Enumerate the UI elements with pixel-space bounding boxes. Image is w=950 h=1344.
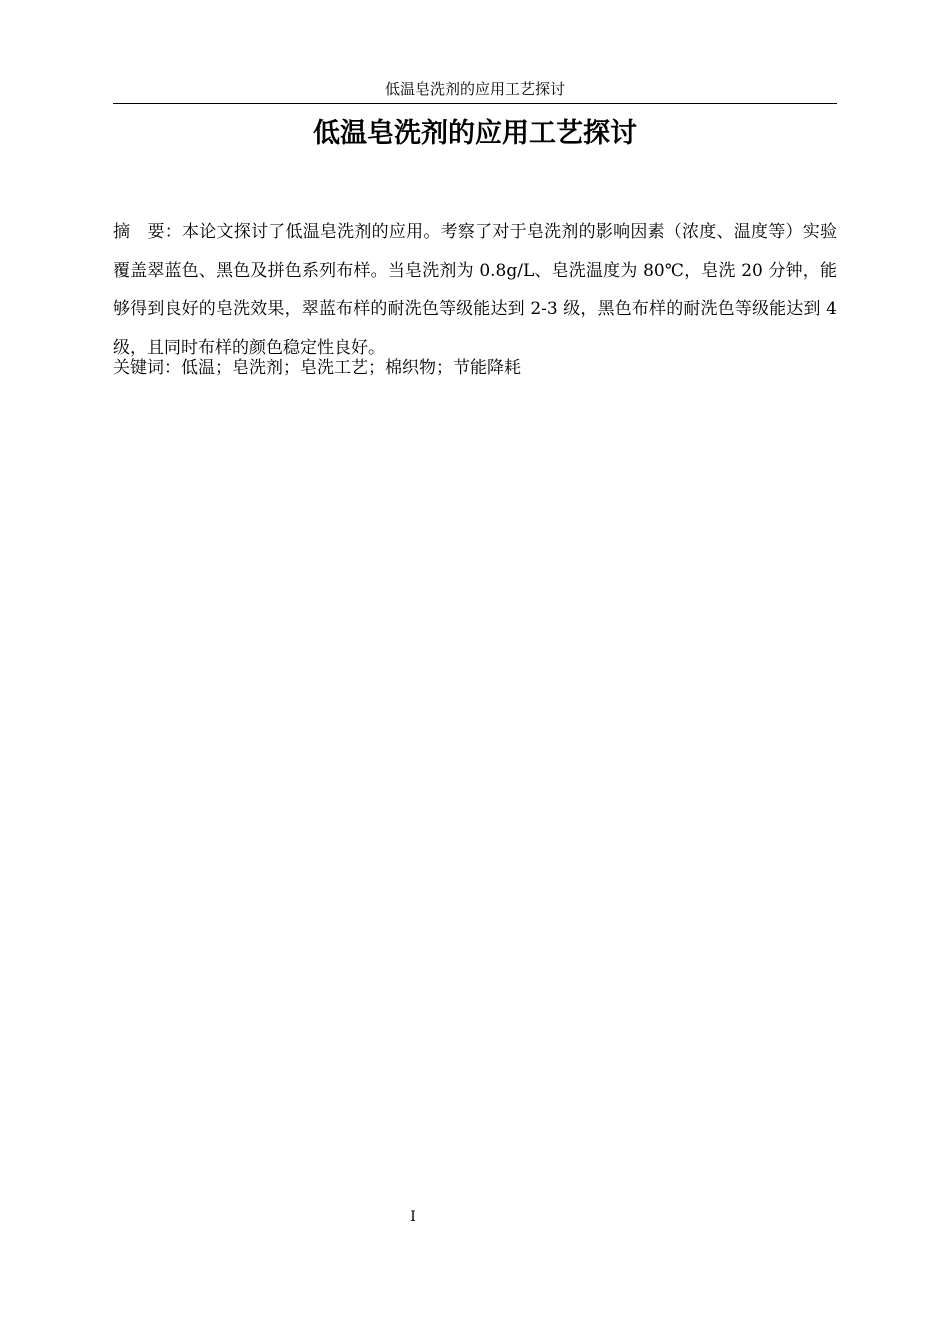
keywords-line — [113, 353, 837, 383]
header-rule — [113, 103, 837, 104]
abstract-paragraph — [113, 213, 837, 367]
keywords-label: 关键词： — [113, 358, 181, 378]
abstract-label: 摘 要： — [113, 222, 182, 242]
document-title: 低温皂洗剂的应用工艺探讨 — [313, 118, 637, 149]
abstract-text: 本论文探讨了低温皂洗剂的应用。考察了对于皂洗剂的影响因素（浓度、温度等）实验覆盖翠蓝色、黑色及拼色系列布样。当皂洗剂为 0.8g/L、皂洗温度为 80℃，皂洗 20 分钟，能够得到良好的皂洗效果，翠蓝布样的耐洗色等级能达到 2-3 级，黑色布样的耐洗色等级能达到 4 级，且同时布样的颜色稳定性良好。 — [113, 222, 838, 358]
page-number: I — [410, 1209, 416, 1225]
keywords-text: 低温；皂洗剂；皂洗工艺；棉织物；节能降耗 — [181, 358, 521, 378]
running-header: 低温皂洗剂的应用工艺探讨 — [384, 80, 565, 98]
